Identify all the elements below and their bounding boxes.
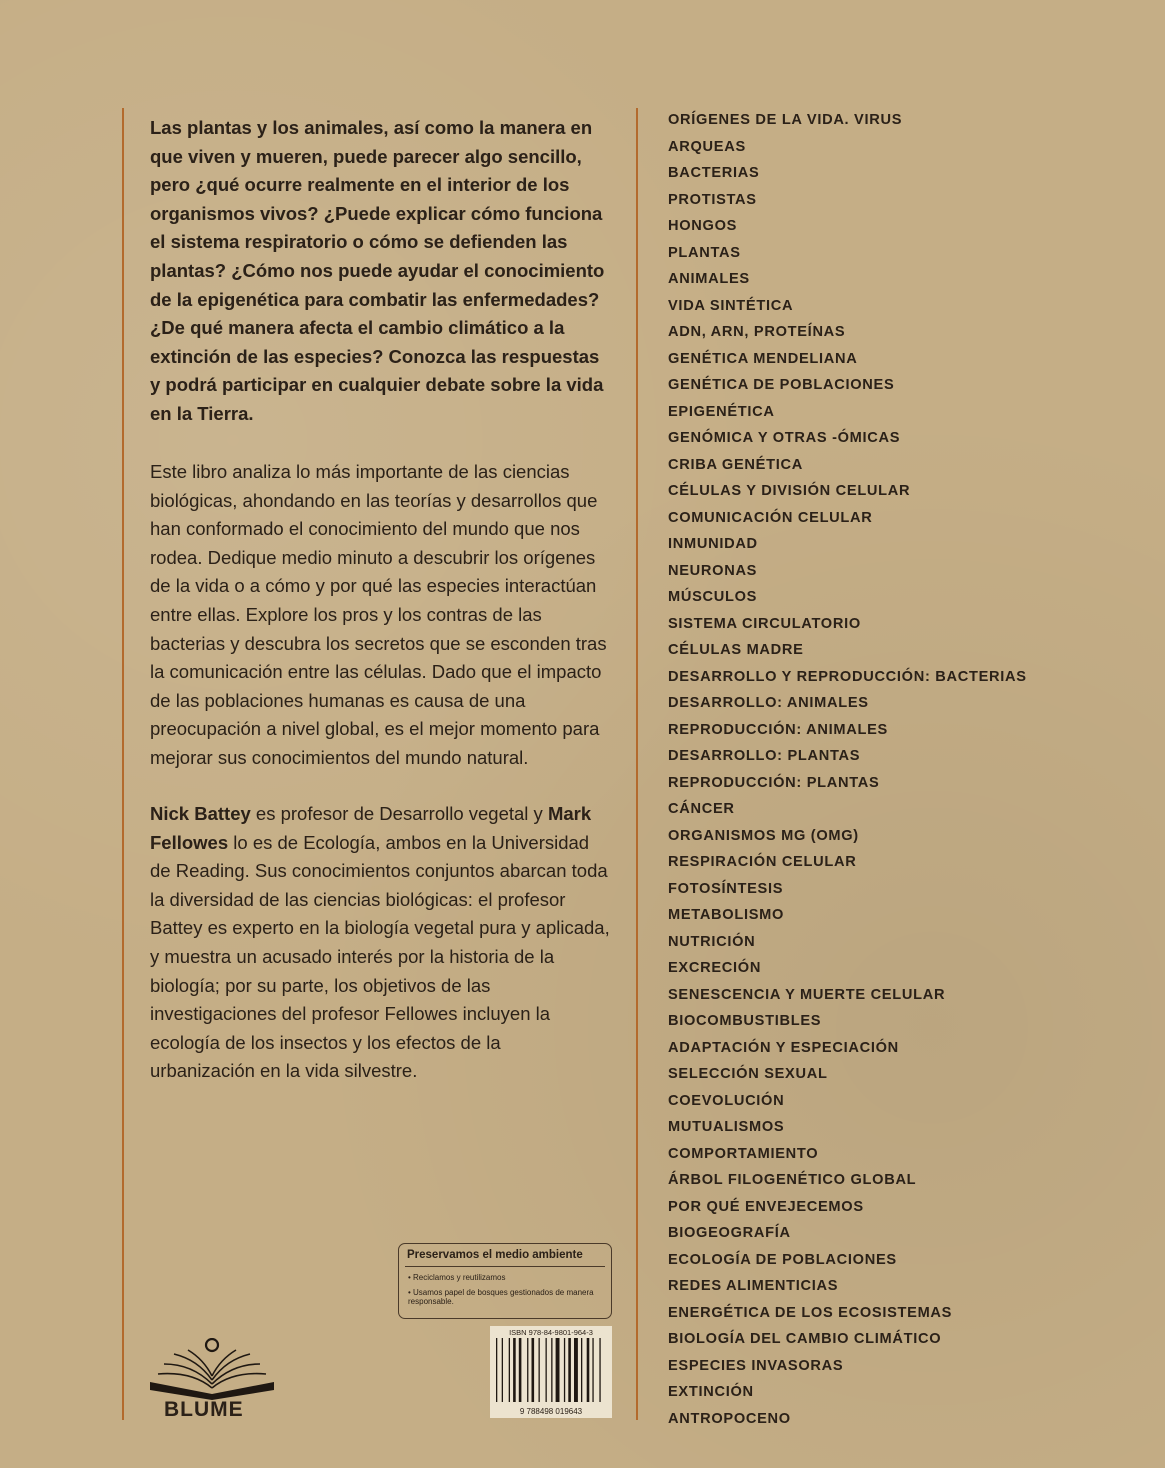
barcode-bar bbox=[581, 1338, 582, 1402]
topic-item: NEURONAS bbox=[668, 562, 758, 579]
topic-item: BIOGEOGRAFÍA bbox=[668, 1225, 791, 1241]
author-bio bbox=[150, 800, 610, 1086]
topic-item: CÉLULAS MADRE bbox=[668, 642, 804, 658]
topic-item: PROTISTAS bbox=[668, 191, 757, 208]
author-bio-text-2: lo es de Ecología, ambos en la Universidad de Reading. Sus conocimientos conjuntos abarcan toda la diversidad de las ciencias biológicas: el profesor Battey es experto en la biología vegetal pura y aplicada, y muestra un acusado interés por la historia de la biología; por su parte, los objetivos de las investigaciones del profesor Fellowes incluyen la ecología de los insectos y los efectos de la urbanización en la vida silvestre. bbox=[150, 831, 610, 1082]
topic-item: INMUNIDAD bbox=[668, 536, 758, 552]
blurb-intro: Las plantas y los animales, así como la manera en que viven y mueren, puede parecer algo sencillo, pero ¿qué ocurre realmente en el interior de los organismos vivos? ¿Puede explicar cómo funciona el sistema respiratorio o cómo se defienden las plantas? ¿Cómo nos puede ayudar el conocimiento de la epigenética para combatir las enfermedades? ¿De qué manera afecta el cambio climático a la extinción de las especies? Conozca las respuestas y podrá participar en cualquier debate sobre la vida en la Tierra. bbox=[150, 117, 605, 424]
topic-item: METABOLISMO bbox=[668, 907, 785, 923]
topic-item: SISTEMA CIRCULATORIO bbox=[668, 615, 861, 632]
author-bio-text-1: es profesor de Desarrollo vegetal y bbox=[250, 803, 548, 824]
barcode-digits: 9 788498 019643 bbox=[519, 1407, 583, 1416]
topic-item: ESPECIES INVASORAS bbox=[668, 1357, 844, 1374]
topic-item: POR QUÉ ENVEJECEMOS bbox=[668, 1198, 864, 1215]
blurb-description: Este libro analiza lo más importante de las ciencias biológicas, ahondando en las teorías y desarrollos que han conformado el conocimiento del mundo que nos rodea. Dedique medio minuto a descubrir los orígenes de la vida o a cómo y por qué las especies interactúan entre ellas. Explore los pros y los contras de las bacterias y descubra los secretos que se esconden tras la comunicación entre las células. Dado que el impacto de las poblaciones humanas es causa de una preocupación a nivel global, es el mejor momento para mejorar sus conocimientos del mundo natural. bbox=[150, 461, 607, 768]
barcode-bar bbox=[568, 1338, 571, 1402]
barcode-bar bbox=[546, 1338, 547, 1402]
barcode-background bbox=[490, 1326, 612, 1418]
topic-item: ANIMALES bbox=[668, 271, 750, 287]
barcode-bar bbox=[587, 1338, 590, 1402]
barcode-bar bbox=[599, 1338, 600, 1402]
topic-item: COMPORTAMIENTO bbox=[668, 1145, 819, 1162]
barcode-bar bbox=[532, 1338, 535, 1402]
topic-item: FOTOSÍNTESIS bbox=[668, 880, 784, 897]
topic-item: MUTUALISMOS bbox=[668, 1119, 785, 1135]
topic-item: RESPIRACIÓN CELULAR bbox=[668, 854, 857, 870]
barcode-bar bbox=[496, 1338, 497, 1402]
publisher-name: BLUME bbox=[164, 1398, 244, 1421]
barcode-bar bbox=[519, 1338, 522, 1402]
topic-item: REPRODUCCIÓN: PLANTAS bbox=[668, 774, 880, 791]
blume-book-logo bbox=[148, 1338, 280, 1400]
environment-notice-title: Preservamos el medio ambiente bbox=[407, 1249, 583, 1261]
topic-item: BIOLOGÍA DEL CAMBIO CLIMÁTICO bbox=[668, 1331, 942, 1347]
topic-item: CRIBA GENÉTICA bbox=[668, 456, 803, 473]
topic-item: ÁRBOL FILOGENÉTICO GLOBAL bbox=[668, 1172, 917, 1188]
barcode-bar bbox=[527, 1338, 528, 1402]
topic-item: ORÍGENES DE LA VIDA. VIRUS bbox=[668, 112, 903, 128]
topic-item: SELECCIÓN SEXUAL bbox=[668, 1066, 828, 1082]
left-accent-rule bbox=[122, 108, 124, 1420]
topic-item: ARQUEAS bbox=[668, 138, 746, 155]
topic-item: BIOCOMBUSTIBLES bbox=[668, 1013, 822, 1029]
barcode-bar bbox=[539, 1338, 540, 1402]
topic-item: EXTINCIÓN bbox=[668, 1384, 754, 1400]
environment-notice-divider bbox=[405, 1266, 605, 1267]
barcode-bar bbox=[564, 1338, 565, 1402]
barcode-bar bbox=[509, 1338, 510, 1402]
author-name-fellowes: Mark Fellowes bbox=[150, 803, 592, 853]
topic-item: ADAPTACIÓN Y ESPECIACIÓN bbox=[668, 1039, 899, 1056]
topic-item: VIDA SINTÉTICA bbox=[668, 297, 794, 314]
topic-item: ADN, ARN, PROTEÍNAS bbox=[668, 324, 846, 340]
topic-item: CÉLULAS Y DIVISIÓN CELULAR bbox=[668, 483, 911, 499]
topic-item: DESARROLLO: PLANTAS bbox=[668, 748, 861, 764]
topic-item: CÁNCER bbox=[668, 801, 735, 817]
topic-item: ENERGÉTICA DE LOS ECOSISTEMAS bbox=[668, 1304, 953, 1321]
topic-item: ORGANISMOS MG (OMG) bbox=[668, 827, 859, 844]
barcode-bar bbox=[556, 1338, 560, 1402]
topic-item: DESARROLLO Y REPRODUCCIÓN: BACTERIAS bbox=[668, 668, 1027, 685]
barcode-bar bbox=[551, 1338, 552, 1402]
author-name-battey: Nick Battey bbox=[150, 803, 251, 824]
topic-item: SENESCENCIA Y MUERTE CELULAR bbox=[668, 986, 946, 1003]
column-divider-rule bbox=[636, 108, 638, 1420]
barcode-bar bbox=[502, 1338, 503, 1402]
topic-item: BACTERIAS bbox=[668, 165, 760, 181]
topic-item: EXCRECIÓN bbox=[668, 960, 762, 976]
topic-item: MÚSCULOS bbox=[668, 589, 758, 605]
topic-item: EPIGENÉTICA bbox=[668, 403, 775, 420]
topic-item: REPRODUCCIÓN: ANIMALES bbox=[668, 721, 888, 738]
topic-item: GENÉTICA DE POBLACIONES bbox=[668, 377, 895, 393]
barcode-bar bbox=[574, 1338, 578, 1402]
topic-item: DESARROLLO: ANIMALES bbox=[668, 695, 869, 711]
environment-notice-item: • Usamos papel de bosques gestionados de manera responsable. bbox=[408, 1288, 594, 1306]
topic-item: GENÓMICA Y OTRAS -ÓMICAS bbox=[668, 430, 901, 446]
barcode-bar bbox=[592, 1338, 593, 1402]
isbn-barcode bbox=[490, 1326, 612, 1418]
environment-notice-item: • Reciclamos y reutilizamos bbox=[408, 1273, 506, 1282]
topic-item: ECOLOGÍA DE POBLACIONES bbox=[668, 1251, 897, 1268]
topic-item: ANTROPOCENO bbox=[668, 1410, 791, 1427]
barcode-bar bbox=[513, 1338, 516, 1402]
topic-item: HONGOS bbox=[668, 218, 738, 234]
environment-notice-box bbox=[398, 1243, 612, 1319]
topic-item: COMUNICACIÓN CELULAR bbox=[668, 509, 873, 526]
topic-list bbox=[668, 107, 1027, 1432]
topic-item: REDES ALIMENTICIAS bbox=[668, 1278, 839, 1294]
topic-item: NUTRICIÓN bbox=[668, 933, 756, 950]
topic-item: COEVOLUCIÓN bbox=[668, 1092, 785, 1109]
topic-item: PLANTAS bbox=[668, 244, 741, 261]
isbn-label: ISBN 978-84-9801-964-3 bbox=[509, 1328, 593, 1337]
topic-item: GENÉTICA MENDELIANA bbox=[668, 350, 858, 367]
